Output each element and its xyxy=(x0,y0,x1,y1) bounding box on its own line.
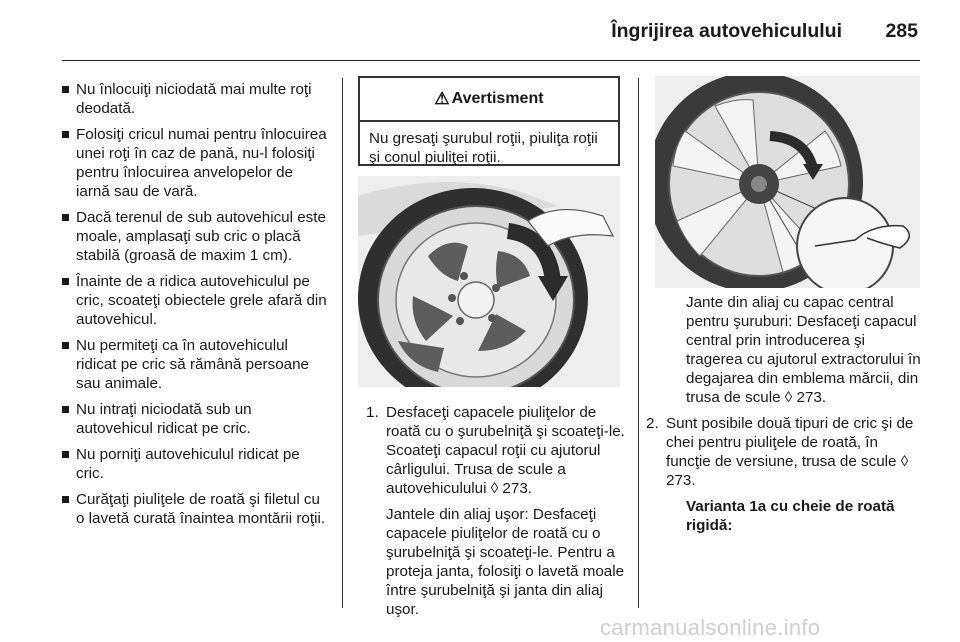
bullet-item xyxy=(62,336,330,393)
column-divider-1 xyxy=(342,78,343,608)
alloy-paragraph: Jantele din aliaj uşor: Desfaceţi capacele piuliţelor de roată cu o şurubelniţă şi scoateţi-le. Pentru a proteja janta, folosiţi o lavetă moale între şurubelniţă şi janta din aliaj uşor. xyxy=(386,506,625,618)
watermark-text: carmanualsonline.info xyxy=(600,615,821,640)
alloy-wheel-center-cap-illustration xyxy=(655,76,920,288)
bullet-text: Nu înlocuiţi niciodată mai multe roţi deodată. xyxy=(76,81,312,117)
warning-header xyxy=(360,78,618,122)
bullet-square-icon xyxy=(62,278,69,285)
middle-column xyxy=(366,403,628,626)
step-text: Sunt posibile două tipuri de cric şi de chei pentru piuliţele de roată, în funcţie de versiune, trusa de scule ◊ 273. xyxy=(666,415,914,489)
warning-text: Nu gresaţi şurubul roţii, piuliţa roţii şi conul piuliţei roţii. xyxy=(369,130,598,166)
step-number: 1. xyxy=(366,404,379,421)
bullet-square-icon xyxy=(62,86,69,93)
step-number: 2. xyxy=(646,415,659,432)
bullet-text: Dacă terenul de sub autovehicul este moale, amplasaţi sub cric o placă stabilă (groasă de maxim 1 cm). xyxy=(76,209,326,264)
bullet-square-icon xyxy=(62,406,69,413)
page-header xyxy=(0,0,960,60)
header-rule xyxy=(62,60,920,61)
bullet-item xyxy=(62,125,330,201)
bullet-square-icon xyxy=(62,496,69,503)
bullet-square-icon xyxy=(62,131,69,138)
bullet-item xyxy=(62,272,330,329)
bullet-text: Nu porniţi autovehiculul ridicat pe cric. xyxy=(76,446,300,482)
left-column xyxy=(62,80,330,535)
bullet-text: Nu intraţi niciodată sub un autovehicul ridicat pe cric. xyxy=(76,401,252,437)
bullet-text: Curăţaţi piuliţele de roată şi filetul cu o lavetă curată înaintea montării roţii. xyxy=(76,491,326,527)
bullet-item xyxy=(62,490,330,528)
warning-heading: Avertisment xyxy=(451,90,544,107)
bullet-square-icon xyxy=(62,214,69,221)
right-column xyxy=(646,293,924,542)
warning-box xyxy=(358,76,620,166)
alloy-cap-paragraph: Jante din aliaj cu capac central pentru şuruburi: Desfaceţi capacul central prin introducerea şi tragerea cu ajutorul extractorului în degajarea din emblema mărcii, din trusa de scule ◊ 273. xyxy=(686,294,921,406)
bullet-item xyxy=(62,445,330,483)
bullet-item xyxy=(62,208,330,265)
warning-triangle-icon: ⚠ xyxy=(434,89,450,108)
bullet-text: Folosiţi cricul numai pentru înlocuirea unei roţi în caz de pană, nu-l folosiţi pentru înlocuirea anvelopelor de iarnă sau de vară. xyxy=(76,126,327,200)
bullet-item xyxy=(62,80,330,118)
step-2 xyxy=(646,414,924,490)
chapter-title: Îngrijirea autovehiculului xyxy=(611,20,842,42)
page-number: 285 xyxy=(885,20,918,42)
step-text: Desfaceţi capacele piuliţelor de roată cu o şurubelniţă şi scoateţi-le. Scoateţi capacul roţii cu ajutorul cârligului. Trusa de scule a autovehiculului ◊ 273. xyxy=(386,404,625,497)
bullet-square-icon xyxy=(62,451,69,458)
column-divider-2 xyxy=(638,78,639,608)
bullet-text: Nu permiteţi ca în autovehiculul ridicat pe cric să rămână persoane sau animale. xyxy=(76,337,309,392)
hubcap-removal-illustration xyxy=(358,176,620,387)
step-1 xyxy=(366,403,628,498)
bullet-item xyxy=(62,400,330,438)
bullet-text: Înainte de a ridica autovehiculul pe cric, scoateţi obiectele grele afară din autovehicul. xyxy=(76,273,327,328)
variant-heading: Varianta 1a cu cheie de roată rigidă: xyxy=(686,498,895,534)
bullet-square-icon xyxy=(62,342,69,349)
hubcap-wheel-drawing xyxy=(358,176,620,387)
alloy-wheel-drawing xyxy=(655,76,920,288)
